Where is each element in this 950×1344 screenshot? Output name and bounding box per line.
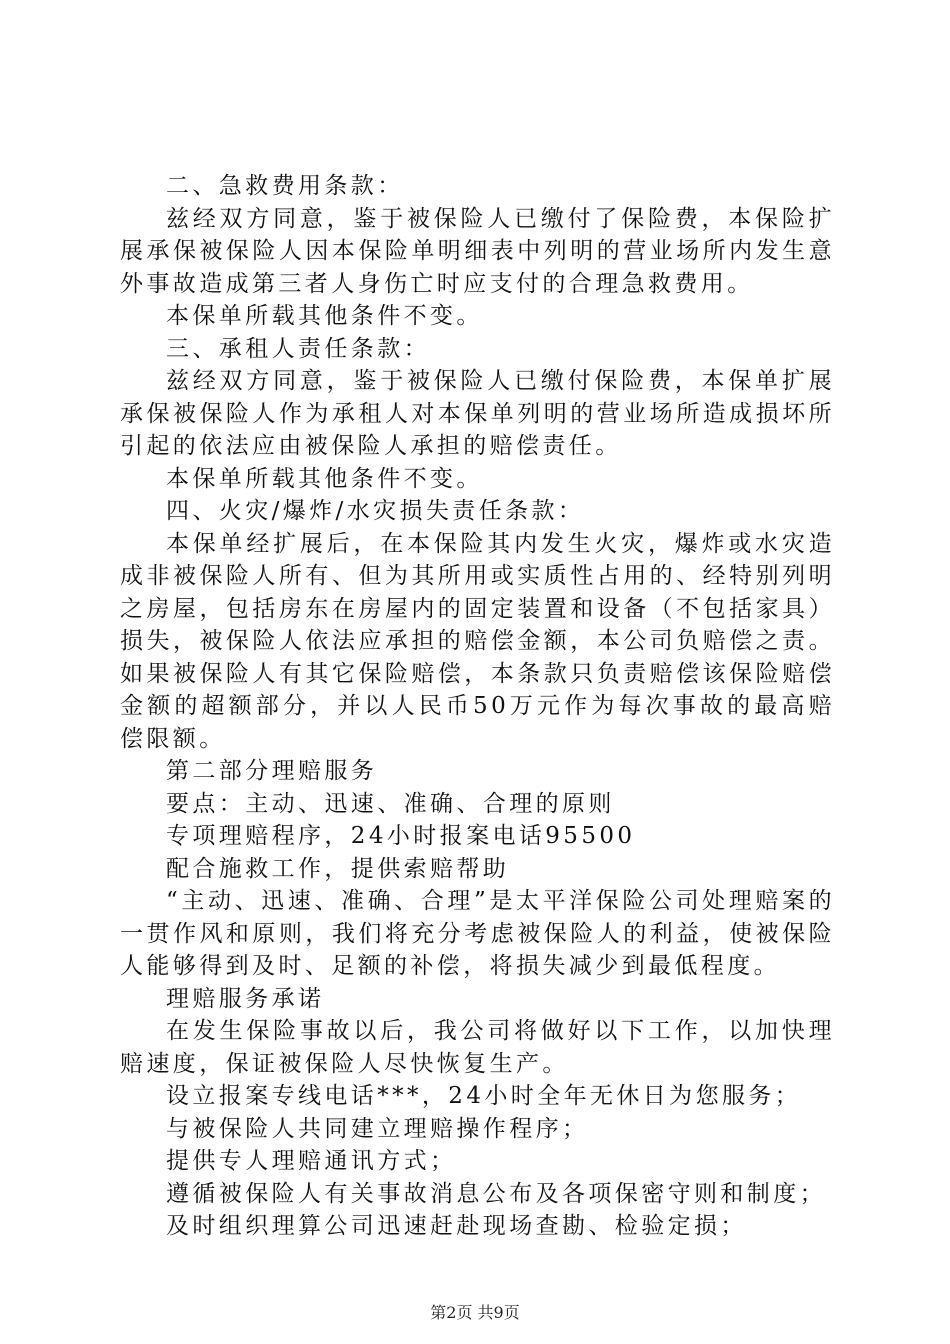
- page-footer: [0, 1300, 950, 1323]
- paragraph: 四、火灾/爆炸/水灾损失责任条款：: [166, 498, 585, 524]
- paragraph: 本保单所载其他条件不变。: [166, 303, 483, 329]
- paragraph: 要点：主动、迅速、准确、合理的原则: [166, 790, 615, 817]
- paragraph: “主动、迅速、准确、合理”是太平洋保险公司处理赔案的一贯作风和原则，我们将充分考虑被保险人的利益，使被保险人能够得到及时、足额的补偿，将损失减少到最低程度。: [120, 888, 835, 979]
- paragraph: 在发生保险事故以后，我公司将做好以下工作，以加快理赔速度，保证被保险人尽快恢复生产。: [120, 1018, 835, 1077]
- list-item: 设立报案专线电话***，24小时全年无休日为您服务；: [166, 1083, 802, 1109]
- paragraph: 专项理赔程序，24小时报案电话95500: [166, 823, 636, 849]
- page-number: 第2页 共9页: [430, 1303, 520, 1322]
- paragraph: 二、急救费用条款：: [166, 173, 404, 199]
- list-item: 遵循被保险人有关事故消息公布及各项保密守则和制度；: [166, 1180, 826, 1207]
- list-item: 提供专人理赔通讯方式；: [166, 1148, 457, 1174]
- list-item: 及时组织理算公司迅速赶赴现场查勘、检验定损；: [166, 1213, 747, 1239]
- paragraph: 兹经双方同意，鉴于被保险人已缴付了保险费，本保险扩展承保被保险人因本保险单明细表中列明的营业场所内发生意外事故造成第三者人身伤亡时应支付的合理急救费用。: [120, 205, 835, 297]
- paragraph: 本保单经扩展后，在本保险其内发生火灾，爆炸或水灾造成非被保险人所有、但为其所用或实质性占用的、经特别列明之房屋，包括房东在房屋内的固定装置和设备（不包括家具）损失，被保险人依法应承担的赔偿金额，本公司负赔偿之责。如果被保险人有其它保险赔偿，本条款只负责赔偿该保险赔偿金额的超额部分，并以人民币50万元作为每次事故的最高赔偿限额。: [120, 530, 835, 752]
- list-item: 与被保险人共同建立理赔操作程序；: [166, 1115, 589, 1142]
- paragraph: 兹经双方同意，鉴于被保险人已缴付保险费，本保单扩展承保被保险人作为承租人对本保单列明的营业场所造成损坏所引起的依法应由被保险人承担的赔偿责任。: [120, 368, 835, 459]
- section-heading: 第二部分理赔服务: [166, 758, 378, 784]
- paragraph: 三、承租人责任条款：: [166, 335, 430, 362]
- section-heading: 理赔服务承诺: [166, 985, 325, 1012]
- paragraph: 配合施救工作，提供索赔帮助: [166, 855, 510, 882]
- document-body: [120, 170, 835, 1243]
- paragraph: 本保单所载其他条件不变。: [166, 465, 483, 492]
